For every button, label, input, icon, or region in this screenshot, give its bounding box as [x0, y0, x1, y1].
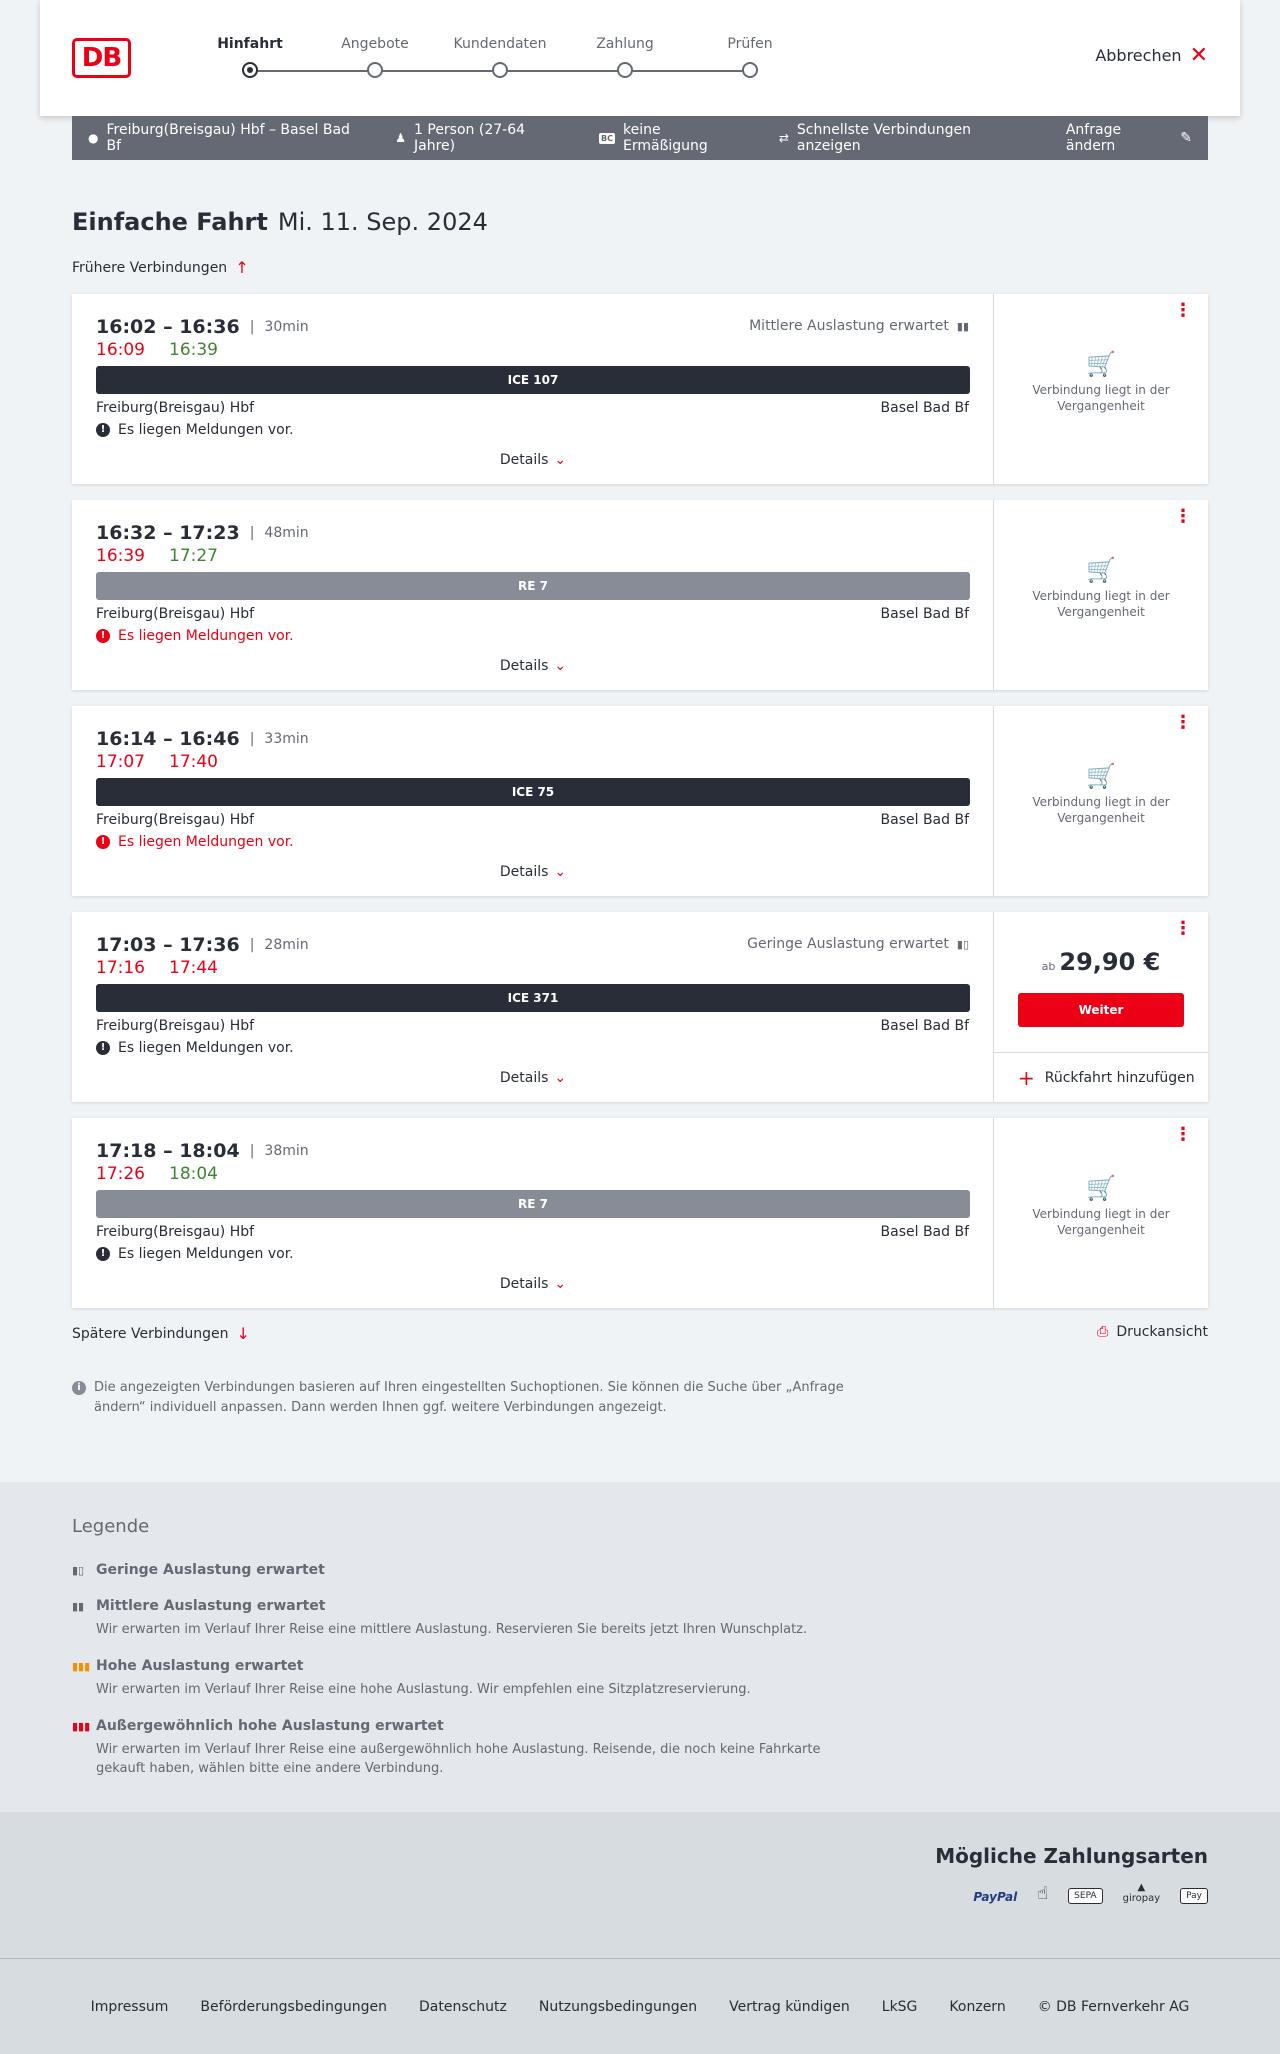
- exclamation-icon: !: [96, 1247, 110, 1261]
- bahncard-icon: BC: [601, 133, 614, 143]
- step-pruefen: [700, 36, 800, 78]
- train-bar[interactable]: ICE 107: [96, 366, 970, 394]
- paypal-icon: PayPal: [973, 1890, 1018, 1904]
- separator: |: [249, 731, 255, 747]
- later-label: Spätere Verbindungen: [72, 1325, 229, 1342]
- medium-load-icon: ▮▮: [72, 1599, 85, 1613]
- message-text: Es liegen Meldungen vor.: [118, 1040, 294, 1056]
- arrival-station: Basel Bad Bf: [880, 400, 969, 416]
- footer: [0, 1958, 1280, 2054]
- step-label: Prüfen: [727, 36, 773, 52]
- details-label: Details: [499, 452, 549, 468]
- legend-title: Legende: [72, 1516, 150, 1537]
- search-info-note: [72, 1378, 852, 1418]
- realtime-departure: 17:07: [96, 752, 145, 772]
- more-options-icon[interactable]: ⋮: [1174, 1124, 1192, 1145]
- connection-info[interactable]: [72, 706, 994, 896]
- payments-title: Mögliche Zahlungsarten: [935, 1844, 1208, 1868]
- connection-info[interactable]: [72, 294, 994, 484]
- query-route: [88, 122, 363, 154]
- details-toggle[interactable]: [72, 864, 994, 880]
- message-text: Es liegen Meldungen vor.: [118, 1246, 294, 1262]
- legend-item-title: Außergewöhnlich hohe Auslastung erwartet: [96, 1718, 444, 1734]
- chevron-down-icon: ⌄: [554, 864, 567, 880]
- progress-stepper: [210, 36, 780, 86]
- connection-times: [96, 316, 309, 338]
- more-options-icon[interactable]: ⋮: [1174, 300, 1192, 321]
- realtime-arrival: 17:40: [169, 752, 218, 772]
- realtime-times: [96, 546, 218, 566]
- edit-query-label: Anfrage ändern: [1065, 122, 1122, 154]
- past-connection-notice: [994, 556, 1208, 620]
- arrival-station: Basel Bad Bf: [880, 606, 969, 622]
- message-notice: [96, 422, 294, 438]
- location-pin-icon: ●: [88, 131, 99, 145]
- connection-times: [96, 522, 309, 544]
- legend-item-desc: Wir erwarten im Verlauf Ihrer Reise eine mittlere Auslastung. Reservieren Sie bereits jetzt Ihren Wunschplatz.: [96, 1622, 808, 1637]
- info-icon: i: [72, 1381, 86, 1395]
- info-text: Die angezeigten Verbindungen basieren auf Ihren eingestellten Suchoptionen. Sie können die Suche über „Anfrage ändern“ individuell anpassen. Dann werden Ihnen ggf. weitere Verbindungen angezeigt.: [94, 1380, 844, 1415]
- connection-offer: [994, 500, 1208, 690]
- realtime-departure: 17:16: [96, 958, 145, 978]
- message-text: Es liegen Meldungen vor.: [118, 834, 294, 850]
- legend-item: [72, 1718, 872, 1778]
- cart-unavailable-icon: 🛒: [1086, 350, 1116, 378]
- step-dot: [492, 62, 508, 78]
- arrow-up-icon: ↑: [235, 258, 249, 277]
- arrival-station: Basel Bad Bf: [880, 1018, 969, 1034]
- edit-query-button[interactable]: [1066, 122, 1192, 154]
- arrow-down-icon: ↓: [236, 1324, 250, 1343]
- cart-unavailable-icon: 🛒: [1086, 762, 1116, 790]
- payment-icons: [973, 1882, 1208, 1904]
- past-connection-notice: [994, 762, 1208, 826]
- trip-date: Mi. 11. Sep. 2024: [277, 208, 488, 236]
- person-icon: ♟: [395, 131, 407, 145]
- giropay-label: giropay: [1122, 1893, 1161, 1904]
- legend-item: [72, 1598, 872, 1639]
- connection-card: [72, 706, 1208, 896]
- train-bar[interactable]: ICE 371: [96, 984, 970, 1012]
- realtime-departure: 16:09: [96, 340, 145, 360]
- legend-item-title: Mittlere Auslastung erwartet: [96, 1598, 326, 1614]
- plus-icon: +: [1018, 1065, 1035, 1090]
- price-prefix: ab: [1041, 960, 1056, 973]
- duration: 28min: [264, 937, 309, 953]
- chevron-down-icon: ⌄: [554, 1070, 567, 1086]
- footer-link-konzern[interactable]: Konzern: [949, 1998, 1006, 2015]
- connection-info[interactable]: [72, 912, 994, 1102]
- query-travellers: [395, 122, 567, 154]
- scheduled-times: 16:32 – 17:23: [96, 522, 240, 544]
- realtime-departure: 17:26: [96, 1164, 145, 1184]
- scheduled-times: 17:18 – 18:04: [96, 1140, 240, 1162]
- apple-pay-label: Pay: [1186, 1891, 1202, 1901]
- scheduled-times: 16:02 – 16:36: [96, 316, 240, 338]
- medium-load-icon: ▮▮: [956, 319, 969, 333]
- train-bar[interactable]: ICE 75: [96, 778, 970, 806]
- trip-type: Einfache Fahrt: [72, 208, 268, 236]
- page-title: [72, 208, 488, 236]
- step-dot: [242, 62, 258, 78]
- legend-item-title: Hohe Auslastung erwartet: [96, 1658, 304, 1674]
- realtime-departure: 16:39: [96, 546, 145, 566]
- more-options-icon[interactable]: ⋮: [1174, 712, 1192, 733]
- continue-button[interactable]: Weiter: [1018, 993, 1184, 1027]
- chevron-down-icon: ⌄: [554, 658, 567, 674]
- departure-station: Freiburg(Breisgau) Hbf: [96, 400, 255, 416]
- message-notice: [96, 628, 294, 644]
- past-text: Verbindung liegt in der Vergangenheit: [1032, 589, 1170, 619]
- footer-copyright: © DB Fernverkehr AG: [1037, 1998, 1190, 2015]
- legend-item-desc: Wir erwarten im Verlauf Ihrer Reise eine hohe Auslastung. Wir empfehlen eine Sitzplatzreservierung.: [96, 1682, 751, 1697]
- chevron-down-icon: ⌄: [554, 1276, 567, 1292]
- exclamation-icon: !: [96, 1041, 110, 1055]
- print-view-link[interactable]: [1097, 1324, 1208, 1340]
- legend-item: [72, 1658, 872, 1699]
- realtime-times: [96, 752, 218, 772]
- close-icon: ✕: [1189, 42, 1208, 68]
- message-notice: [96, 1246, 294, 1262]
- apple-pay-icon: [1180, 1888, 1208, 1904]
- legend-item: [72, 1562, 872, 1578]
- scheduled-times: 16:14 – 16:46: [96, 728, 240, 750]
- very-high-load-icon: ▮▮▮: [72, 1719, 91, 1733]
- connection-info[interactable]: [72, 500, 994, 690]
- connection-times: [96, 1140, 309, 1162]
- high-load-icon: ▮▮▮: [72, 1659, 91, 1673]
- duration: 30min: [264, 319, 309, 335]
- connection-card: [72, 912, 1208, 1102]
- footer-link-impressum[interactable]: Impressum: [90, 1998, 169, 2015]
- payment-methods: [0, 1812, 1280, 1958]
- footer-link-vertrag-kuendigen[interactable]: Vertrag kündigen: [729, 1998, 850, 2015]
- past-text: Verbindung liegt in der Vergangenheit: [1032, 795, 1170, 825]
- past-connection-notice: [994, 1174, 1208, 1238]
- footer-link-befoerderungsbedingungen[interactable]: Beförderungsbedingungen: [200, 1998, 387, 2015]
- connection-offer: [994, 1118, 1208, 1308]
- details-toggle[interactable]: [72, 1276, 994, 1292]
- legend-section: [0, 1482, 1280, 1812]
- message-notice: [96, 834, 294, 850]
- load-indicator: [747, 936, 969, 952]
- add-return-label: Rückfahrt hinzufügen: [1044, 1069, 1195, 1086]
- separator: |: [249, 525, 255, 541]
- separator: |: [249, 937, 255, 953]
- realtime-arrival: 17:44: [169, 958, 218, 978]
- load-text: Geringe Auslastung erwartet: [747, 936, 949, 952]
- step-label: Zahlung: [596, 36, 654, 52]
- query-fastest[interactable]: [779, 122, 1034, 154]
- pencil-icon: ✎: [1180, 130, 1192, 146]
- step-hinfahrt: [200, 36, 300, 78]
- travellers-text: 1 Person (27-64 Jahre): [414, 122, 526, 154]
- connection-info[interactable]: [72, 1118, 994, 1308]
- connection-times: [96, 934, 309, 956]
- connection-card: [72, 294, 1208, 484]
- step-zahlung: [575, 36, 675, 78]
- footer-link-lksg[interactable]: LkSG: [881, 1998, 918, 2015]
- header: [40, 0, 1240, 116]
- past-text: Verbindung liegt in der Vergangenheit: [1032, 1207, 1170, 1237]
- step-kundendaten: [450, 36, 550, 78]
- db-logo[interactable]: DB: [72, 38, 131, 78]
- step-dot: [742, 62, 758, 78]
- cart-unavailable-icon: 🛒: [1086, 1174, 1116, 1202]
- connection-times: [96, 728, 309, 750]
- legend-item-title: Geringe Auslastung erwartet: [96, 1562, 325, 1578]
- realtime-arrival: 18:04: [169, 1164, 218, 1184]
- load-indicator: [749, 318, 969, 334]
- connection-card: [72, 1118, 1208, 1308]
- footer-link-nutzungsbedingungen[interactable]: Nutzungsbedingungen: [538, 1998, 698, 2015]
- arrival-station: Basel Bad Bf: [880, 812, 969, 828]
- cart-unavailable-icon: 🛒: [1086, 556, 1116, 584]
- giropay-icon: ▲ giropay: [1122, 1882, 1161, 1904]
- add-return-button[interactable]: [994, 1052, 1208, 1102]
- realtime-arrival: 17:27: [169, 546, 218, 566]
- print-label: Druckansicht: [1116, 1324, 1208, 1340]
- later-connections-link[interactable]: [72, 1324, 250, 1343]
- duration: 48min: [264, 525, 309, 541]
- train-bar[interactable]: RE 7: [96, 1190, 970, 1218]
- departure-station: Freiburg(Breisgau) Hbf: [96, 1018, 255, 1034]
- connection-offer: [994, 912, 1208, 1102]
- step-dot: [367, 62, 383, 78]
- printer-icon: ⎙: [1097, 1324, 1109, 1340]
- departure-station: Freiburg(Breisgau) Hbf: [96, 606, 255, 622]
- message-text: Es liegen Meldungen vor.: [118, 422, 294, 438]
- footer-link-datenschutz[interactable]: Datenschutz: [418, 1998, 507, 2015]
- exclamation-icon: !: [96, 835, 110, 849]
- legend-item-desc: Wir erwarten im Verlauf Ihrer Reise eine außergewöhnlich hohe Auslastung. Reisende, die noch keine Fahrkarte gekauft haben, wählen bitte eine andere Verbindung.: [96, 1742, 821, 1776]
- earlier-label: Frühere Verbindungen: [72, 259, 228, 276]
- realtime-times: [96, 958, 218, 978]
- details-label: Details: [499, 864, 549, 880]
- sepa-icon: SEPA: [1068, 1888, 1102, 1904]
- details-toggle[interactable]: [72, 1070, 994, 1086]
- step-dot: [617, 62, 633, 78]
- earlier-connections-link[interactable]: [72, 258, 249, 277]
- realtime-times: [96, 340, 218, 360]
- realtime-times: [96, 1164, 218, 1184]
- step-label: Kundendaten: [453, 36, 547, 52]
- separator: |: [249, 1143, 255, 1159]
- departure-station: Freiburg(Breisgau) Hbf: [96, 1224, 255, 1240]
- connection-card: [72, 500, 1208, 690]
- connection-offer: [994, 706, 1208, 896]
- fastest-text: Schnellste Verbindungen anzeigen: [796, 122, 971, 154]
- departure-station: Freiburg(Breisgau) Hbf: [96, 812, 255, 828]
- details-toggle[interactable]: [72, 658, 994, 674]
- past-connection-notice: [994, 350, 1208, 414]
- step-label: Hinfahrt: [217, 36, 283, 52]
- realtime-arrival: 16:39: [169, 340, 218, 360]
- cancel-label: Abbrechen: [1095, 46, 1182, 65]
- chevron-down-icon: ⌄: [554, 452, 567, 468]
- message-text: Es liegen Meldungen vor.: [118, 628, 294, 644]
- step-angebote: [325, 36, 425, 78]
- duration: 33min: [264, 731, 309, 747]
- low-load-icon: ▮▯: [956, 937, 969, 951]
- details-toggle[interactable]: [72, 452, 994, 468]
- exclamation-icon: !: [96, 423, 110, 437]
- load-text: Mittlere Auslastung erwartet: [749, 318, 949, 334]
- cancel-button[interactable]: [1095, 42, 1208, 68]
- step-label: Angebote: [341, 36, 409, 52]
- message-notice: [96, 1040, 294, 1056]
- connection-offer: [994, 294, 1208, 484]
- arrival-station: Basel Bad Bf: [880, 1224, 969, 1240]
- separator: |: [249, 319, 255, 335]
- route-text: Freiburg(Breisgau) Hbf – Basel Bad Bf: [106, 122, 350, 154]
- price: [994, 948, 1208, 976]
- details-label: Details: [499, 1276, 549, 1292]
- train-bar[interactable]: RE 7: [96, 572, 970, 600]
- discount-text: keine Ermäßigung: [623, 122, 708, 154]
- exclamation-icon: !: [96, 629, 110, 643]
- scheduled-times: 17:03 – 17:36: [96, 934, 240, 956]
- card-payment-icon: ☝: [1037, 1883, 1049, 1904]
- query-summary-bar: [72, 116, 1208, 160]
- past-text: Verbindung liegt in der Vergangenheit: [1032, 383, 1170, 413]
- details-label: Details: [499, 658, 549, 674]
- price-value: 29,90 €: [1059, 948, 1161, 976]
- more-options-icon[interactable]: ⋮: [1174, 918, 1192, 939]
- details-label: Details: [499, 1070, 549, 1086]
- query-discount: [599, 122, 747, 154]
- duration: 38min: [264, 1143, 309, 1159]
- low-load-icon: ▮▯: [72, 1563, 85, 1577]
- swap-icon: ⇄: [778, 131, 789, 145]
- more-options-icon[interactable]: ⋮: [1174, 506, 1192, 527]
